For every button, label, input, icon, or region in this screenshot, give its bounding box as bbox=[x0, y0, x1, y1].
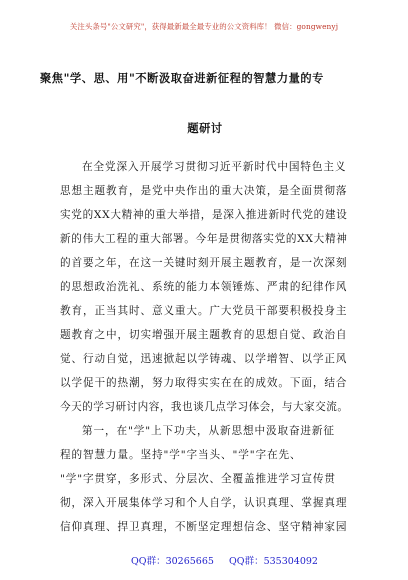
body-line-11: 今天的学习研讨内容，我也谈几点学习体会，与大家交流。 bbox=[60, 401, 349, 413]
body-line-2: 思想主题教育，是党中央作出的重大决策，是全面贯彻落 bbox=[60, 185, 348, 197]
body-line-13: 程的智慧力量。坚持"学"字当头、"学"字在先、 bbox=[60, 449, 302, 461]
body-line-14: "学"字贯穿，多形式、分层次、全覆盖推进学习宣传贯 bbox=[60, 473, 336, 485]
document-title-line-1: 聚焦"学、思、用"不断汲取奋进新征程的智慧力量的专 bbox=[40, 72, 324, 85]
footer-qq-group-1: QQ群：30265665 bbox=[131, 556, 214, 567]
body-line-16: 信仰真理、捍卫真理，不断坚定理想信念、坚守精神家园 bbox=[60, 521, 348, 533]
body-line-6: 的思想政治洗礼、系统的能力本领锤炼、严肃的纪律作风 bbox=[60, 281, 348, 293]
header-notice: 关注头条号"公文研究"，获得最新最全最专业的公文资料库！ 微信：gongwenyj bbox=[69, 22, 339, 31]
body-line-9: 觉、行动自觉，迅速掀起以学铸魂、以学增智、以学正风 bbox=[60, 353, 348, 365]
body-line-5: 的首要之年，在这一关键时刻开展主题教育，是一次深刻 bbox=[60, 257, 348, 269]
footer-qq-group-2: QQ群：535304092 bbox=[229, 556, 318, 567]
body-line-1: 在全党深入开展学习贯彻习近平新时代中国特色主义 bbox=[82, 161, 347, 173]
body-line-3: 实党的XX大精神的重大举措，是深入推进新时代党的建设 bbox=[60, 209, 348, 221]
body-line-8: 题教育之中，切实增强开展主题教育的思想自觉、政治自 bbox=[60, 329, 348, 341]
document-title-line-2: 题研讨 bbox=[187, 122, 223, 135]
body-line-7: 教育，正当其时、意义重大。广大党员干部要积极投身主 bbox=[60, 305, 348, 317]
body-line-15: 彻，深入开展集体学习和个人自学，认识真理、掌握真理 bbox=[60, 497, 348, 509]
body-line-10: 以学促干的热潮，努力取得实实在在的成效。下面，结合 bbox=[60, 377, 348, 389]
body-line-4: 新的伟大工程的重大部署。今年是贯彻落实党的XX大精神 bbox=[60, 233, 348, 245]
body-line-12: 第一，在"学"上下功夫，从新思想中汲取奋进新征 bbox=[82, 425, 335, 437]
